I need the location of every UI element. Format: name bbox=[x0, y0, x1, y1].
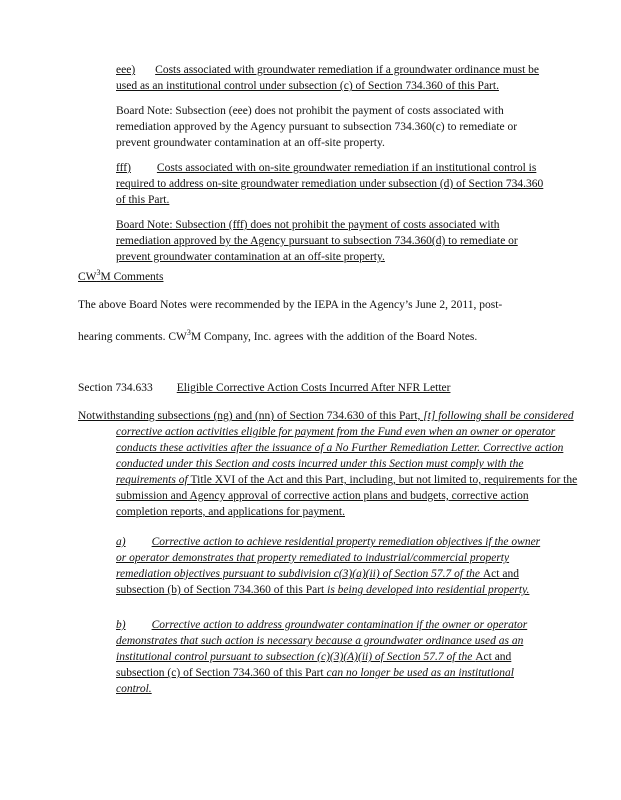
comments-line-2: hearing comments. $CW^3M$ Company, Inc. agrees with the addition of the Board Notes. bbox=[78, 328, 478, 343]
subsection-eee-text: Costs associated with groundwater remediation if a groundwater ordinance must be used as an institutional control under subsection (c) of Section 734.360 of this Part. bbox=[116, 64, 540, 92]
board-note-fff bbox=[116, 217, 544, 265]
item-b: b) Corrective action to address groundwater contamination if the owner or operator demonstrates that such action is necessary because a groundwater ordinance used as an institutional control pursuant to subsection (c)(3)(A)(ii) of Section 57.7 of the Act and subsection (c) of Section 734.360 of this Part can no longer be used as an institutional control. bbox=[116, 619, 528, 695]
item-b-label: b) bbox=[116, 619, 126, 631]
subsection-eee bbox=[116, 62, 544, 94]
section-heading bbox=[78, 380, 450, 396]
comments-line-1: The above Board Notes were recommended by the IEPA in the Agency’s June 2, 2011, post- bbox=[78, 299, 503, 311]
item-a: a) Corrective action to achieve residential property remediation objectives if the owner or operator demonstrates that property remediated to industrial/commercial property remediation objectives pursuant to subdivision c(3)(a)(ii) of Section 57.7 of the Act and subsection (b) of Section 734.360 of this Part is being developed into residential property. bbox=[116, 536, 541, 596]
section-title: Eligible Corrective Action Costs Incurred After NFR Letter bbox=[176, 382, 451, 394]
subsection-eee-label: eee) bbox=[116, 64, 136, 76]
subsection-fff bbox=[116, 160, 544, 208]
board-note-fff-text: Board Note: Subsection (fff) does not prohibit the payment of costs associated with remediation approved by the Agency pursuant to subsection 734.360(d) to remediate or prevent groundwater contamination at an off-site property. bbox=[116, 219, 518, 263]
board-note-eee: Board Note: Subsection (eee) does not prohibit the payment of costs associated with remediation approved by the Agency pursuant to subsection 734.360(c) to remediate or prevent groundwater contamination at an off-site property. bbox=[116, 105, 518, 149]
comments-heading: $CW^3M$ Comments bbox=[78, 268, 164, 283]
subsection-fff-label: fff) bbox=[116, 162, 131, 174]
section-number: Section 734.633 bbox=[78, 382, 153, 394]
subsection-fff-text: Costs associated with on-site groundwater remediation if an institutional control is required to address on-site groundwater remediation under subsection (d) of Section 734.360 of this Part. bbox=[116, 162, 544, 206]
item-a-label: a) bbox=[116, 536, 126, 548]
section-body: Notwithstanding subsections (ng) and (nn) of Section 734.630 of this Part, [t] following shall be considered corrective action activities eligible for payment from the Fund even when an owner or operator conducts these activities after the issuance of a No Further Remediation Letter. Corrective action conducted under this Section and costs incurred under this Section must comply with the requirements of Title XVI of the Act and this Part, including, but not limited to, requirements for the submission and Agency approval of corrective action plans and budgets, corrective action completion reports, and applications for payment. bbox=[78, 410, 578, 518]
